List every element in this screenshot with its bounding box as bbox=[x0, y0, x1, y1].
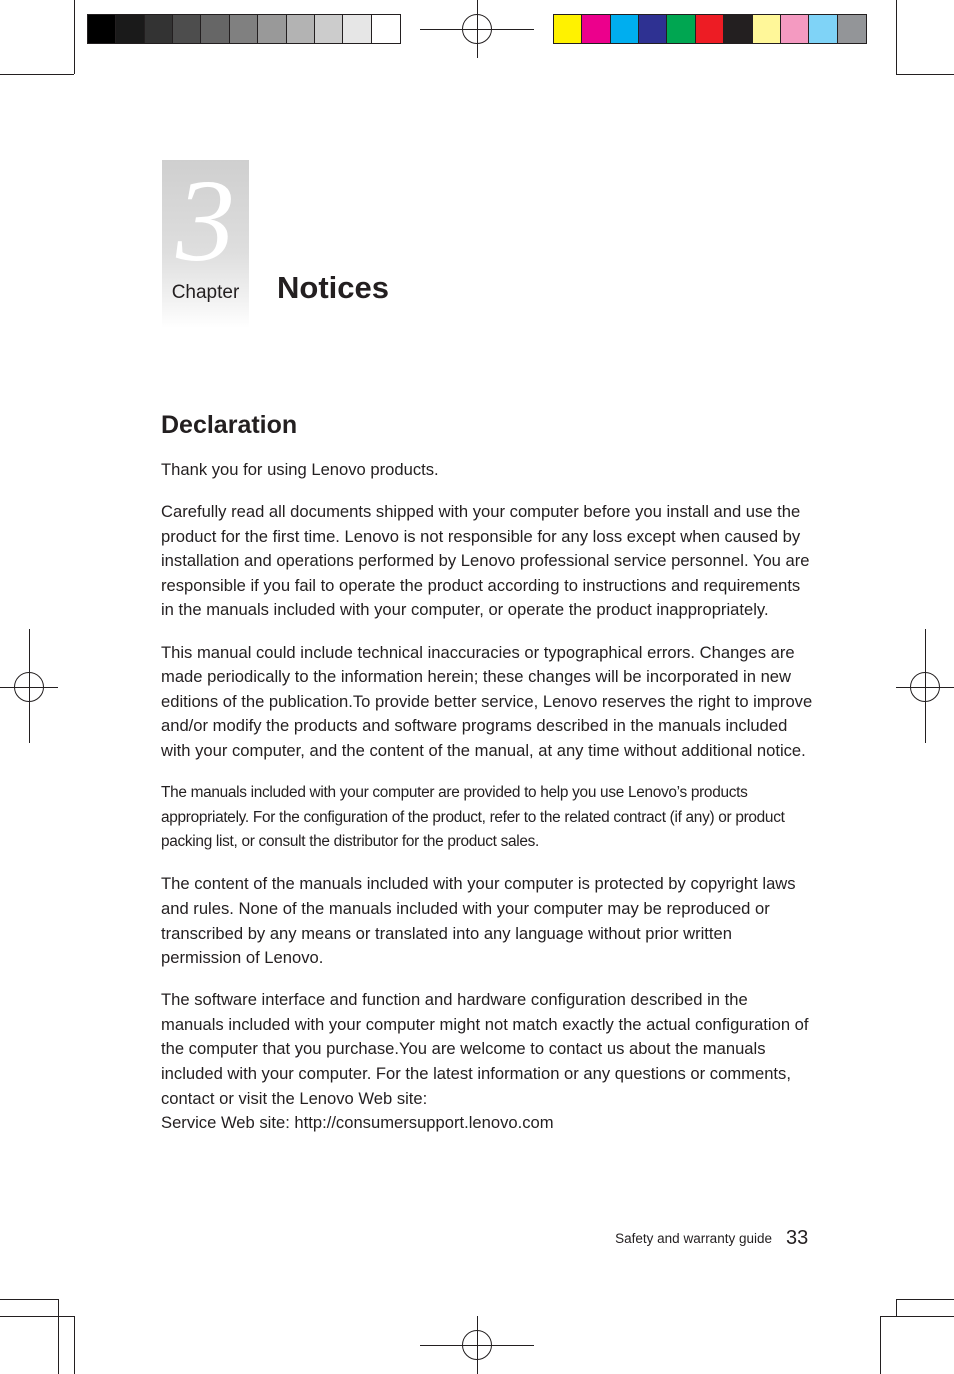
crop-mark bbox=[58, 1299, 59, 1374]
color-swatch bbox=[696, 15, 724, 43]
page-number: 33 bbox=[786, 1227, 809, 1249]
paragraph: The manuals included with your computer are provided to help you use Lenovo’s products appropriately. For the configuration of the product, refer to the related contract (if any) or product packing list, or consult the distributor for the product sales. bbox=[161, 784, 785, 851]
crop-mark bbox=[0, 74, 74, 75]
crop-mark bbox=[896, 1299, 897, 1316]
crop-mark bbox=[896, 1299, 954, 1300]
color-swatch bbox=[667, 15, 695, 43]
crop-mark bbox=[0, 1299, 58, 1300]
paragraph: Thank you for using Lenovo products. bbox=[161, 460, 439, 479]
color-swatch bbox=[201, 15, 229, 43]
color-swatch bbox=[258, 15, 286, 43]
crop-mark bbox=[880, 1316, 881, 1374]
color-swatch bbox=[315, 15, 343, 43]
paragraph: This manual could include technical inaccuracies or typographical errors. Changes are made periodically to the information herein; these changes will be incorporated in new editions of the publication.To provide better service, Lenovo reserves the right to improve and/or modify the products and software programs described in the manuals included with your computer, and the content of the manual, at any time without additional notice. bbox=[161, 642, 813, 760]
color-swatch bbox=[372, 15, 400, 43]
color-swatch bbox=[343, 15, 371, 43]
process-color-bar bbox=[553, 14, 867, 44]
body-text bbox=[161, 458, 813, 1136]
paragraph: The software interface and function and hardware configuration described in the manuals included with your computer might not match exactly the actual configuration of the computer that you purchase.You are welcome to contact us about the manuals included with your computer. For the latest information or any questions or comments, contact or visit the Lenovo Web site: bbox=[161, 990, 809, 1108]
chapter-title: Notices bbox=[277, 270, 389, 305]
color-swatch bbox=[116, 15, 144, 43]
color-swatch bbox=[781, 15, 809, 43]
color-swatch bbox=[838, 15, 866, 43]
crop-mark bbox=[880, 1316, 954, 1317]
footer-guide-title: Safety and warranty guide bbox=[615, 1231, 772, 1246]
chapter-label: Chapter bbox=[171, 282, 240, 303]
color-swatch bbox=[145, 15, 173, 43]
color-swatch bbox=[88, 15, 116, 43]
color-swatch bbox=[230, 15, 258, 43]
color-swatch bbox=[611, 15, 639, 43]
crop-mark bbox=[896, 0, 897, 74]
color-swatch bbox=[582, 15, 610, 43]
color-swatch bbox=[724, 15, 752, 43]
chapter-number: 3 bbox=[176, 155, 235, 286]
crop-mark bbox=[0, 1316, 74, 1317]
paragraph: Carefully read all documents shipped with your computer before you install and use the product for the first time. Lenovo is not responsible for any loss except when caused by installation and operations performed by Lenovo professional service personnel. You are responsible if you fail to operate the product according to instructions and requirements in the manuals included with your computer, or operate the product inappropriately. bbox=[161, 502, 810, 620]
color-swatch bbox=[554, 15, 582, 43]
color-swatch bbox=[639, 15, 667, 43]
crop-mark bbox=[896, 74, 954, 75]
color-swatch bbox=[173, 15, 201, 43]
color-swatch bbox=[809, 15, 837, 43]
paragraph: The content of the manuals included with your computer is protected by copyright laws and rules. None of the manuals included with your computer may be reproduced or transcribed by any means or translated into any language without prior written permission of Lenovo. bbox=[161, 874, 796, 968]
color-swatch bbox=[753, 15, 781, 43]
section-heading: Declaration bbox=[161, 411, 298, 439]
crop-mark bbox=[74, 0, 75, 74]
crop-mark bbox=[74, 1316, 75, 1374]
grayscale-color-bar bbox=[87, 14, 401, 44]
service-website-line: Service Web site: http://consumersupport.lenovo.com bbox=[161, 1113, 554, 1133]
color-swatch bbox=[287, 15, 315, 43]
